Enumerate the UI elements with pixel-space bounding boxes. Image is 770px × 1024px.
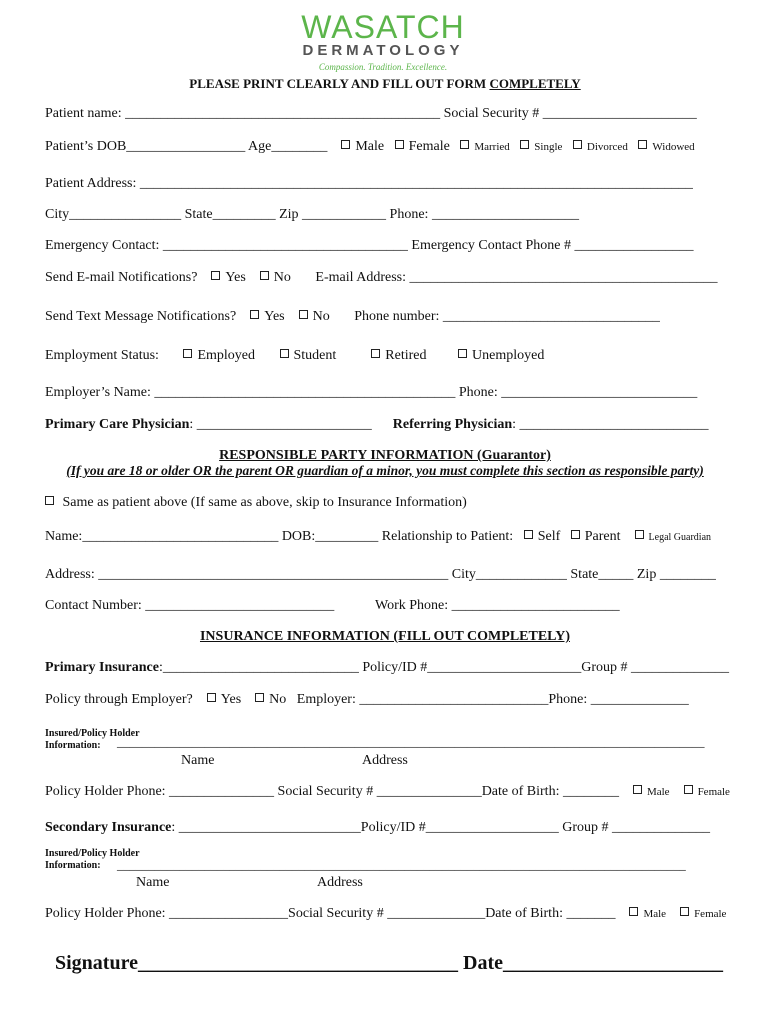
email-notify-row[interactable]: Send E-mail Notifications? Yes No E-mail Address: ____________________________________________ [45, 270, 718, 285]
signature-line[interactable]: Signature________________________________ [55, 952, 458, 974]
responsible-address-row[interactable]: Address: __________________________________________________ City_____________ State_____ Zip ________ [45, 567, 716, 582]
logo-wasatch: WASATCH [301, 9, 465, 45]
text-no-checkbox[interactable] [299, 310, 308, 319]
holder2-female-checkbox[interactable] [680, 907, 689, 916]
divorced-checkbox[interactable] [573, 140, 582, 149]
policy-holder-phone-row[interactable]: Policy Holder Phone: _______________ Social Security # _______________Date of Birth: ________ Male Female [45, 784, 730, 799]
unemployed-checkbox[interactable] [458, 349, 467, 358]
holder-label: Insured/Policy Holder Information: [45, 728, 140, 751]
retired-checkbox[interactable] [371, 349, 380, 358]
male-checkbox[interactable] [341, 140, 350, 149]
holder-name-label-2: Name [136, 875, 170, 890]
married-checkbox[interactable] [460, 140, 469, 149]
contact-number[interactable]: Contact Number: ___________________________ [45, 598, 335, 613]
holder2-male-checkbox[interactable] [629, 907, 638, 916]
patient-name-row[interactable]: Patient name: _____________________________________________ Social Security # ______________________ [45, 106, 697, 121]
holder-line-2[interactable]: ___________________________________________________________________________________________ [117, 858, 686, 872]
employed-checkbox[interactable] [183, 349, 192, 358]
student-checkbox[interactable] [280, 349, 289, 358]
physician-row[interactable]: Primary Care Physician: _________________________ Referring Physician: ___________________________ [45, 417, 709, 432]
single-checkbox[interactable] [520, 140, 529, 149]
same-as-patient-checkbox[interactable] [45, 496, 54, 505]
employer-no-checkbox[interactable] [255, 693, 264, 702]
same-as-patient-row[interactable]: Same as patient above (If same as above, skip to Insurance Information) [45, 495, 467, 511]
holder-name-label: Name [181, 753, 215, 768]
text-yes-checkbox[interactable] [250, 310, 259, 319]
insurance-heading: INSURANCE INFORMATION (FILL OUT COMPLETELY) [199, 629, 570, 644]
logo-tagline: Compassion. Tradition. Excellence. [318, 62, 448, 72]
secondary-insurance-row[interactable]: Secondary Insurance: __________________________Policy/ID #___________________ Group # ______________ [45, 820, 711, 835]
work-phone[interactable]: Work Phone: ________________________ [375, 598, 620, 613]
responsible-note: (If you are 18 or older OR the parent OR guardian of a minor, you must complete this section as responsible party) [66, 463, 704, 478]
email-no-checkbox[interactable] [260, 271, 269, 280]
date-line[interactable]: Date______________________ [463, 952, 723, 974]
policy-holder-phone-row-2[interactable]: Policy Holder Phone: _________________Social Security # ______________Date of Birth: _______ Male Female [45, 906, 727, 921]
emergency-row[interactable]: Emergency Contact: ___________________________________ Emergency Contact Phone # _________________ [45, 238, 694, 253]
guardian-checkbox[interactable] [635, 530, 644, 539]
logo-dermatology: DERMATOLOGY [302, 42, 464, 59]
self-checkbox[interactable] [524, 530, 533, 539]
parent-checkbox[interactable] [571, 530, 580, 539]
policy-employer-row[interactable]: Policy through Employer? Yes No Employer: ___________________________Phone: ______________ [45, 692, 689, 707]
city-row[interactable]: City________________ State_________ Zip ____________ Phone: _____________________ [45, 207, 579, 222]
email-yes-checkbox[interactable] [211, 271, 220, 280]
holder-line[interactable]: ______________________________________________________________________________________________ [117, 735, 705, 749]
holder-address-label-2: Address [317, 875, 363, 890]
employer-yes-checkbox[interactable] [207, 693, 216, 702]
holder-female-checkbox[interactable] [684, 785, 693, 794]
employer-row[interactable]: Employer’s Name: ___________________________________________ Phone: ____________________________ [45, 385, 698, 400]
employment-row[interactable]: Employment Status: Employed Student Retired Unemployed [45, 348, 545, 363]
dob-row[interactable]: Patient’s DOB_________________ Age________ Male Female Married Single Divorced Widowed [45, 139, 695, 154]
widowed-checkbox[interactable] [638, 140, 647, 149]
female-checkbox[interactable] [395, 140, 404, 149]
form-title: PLEASE PRINT CLEARLY AND FILL OUT FORM COMPLETELY [189, 76, 581, 91]
responsible-name-row[interactable]: Name:____________________________ DOB:_________ Relationship to Patient: Self Parent Legal Guardian [45, 529, 712, 544]
holder-male-checkbox[interactable] [633, 785, 642, 794]
primary-insurance-row[interactable]: Primary Insurance:____________________________ Policy/ID #______________________Group # ______________ [45, 660, 730, 675]
holder-label-2: Insured/Policy Holder Information: [45, 848, 140, 871]
holder-address-label: Address [362, 753, 408, 768]
address-row[interactable]: Patient Address: _______________________________________________________________________________ [45, 176, 693, 191]
responsible-heading: RESPONSIBLE PARTY INFORMATION (Guarantor) [219, 448, 551, 463]
text-notify-row[interactable]: Send Text Message Notifications? Yes No Phone number: _______________________________ [45, 309, 660, 324]
